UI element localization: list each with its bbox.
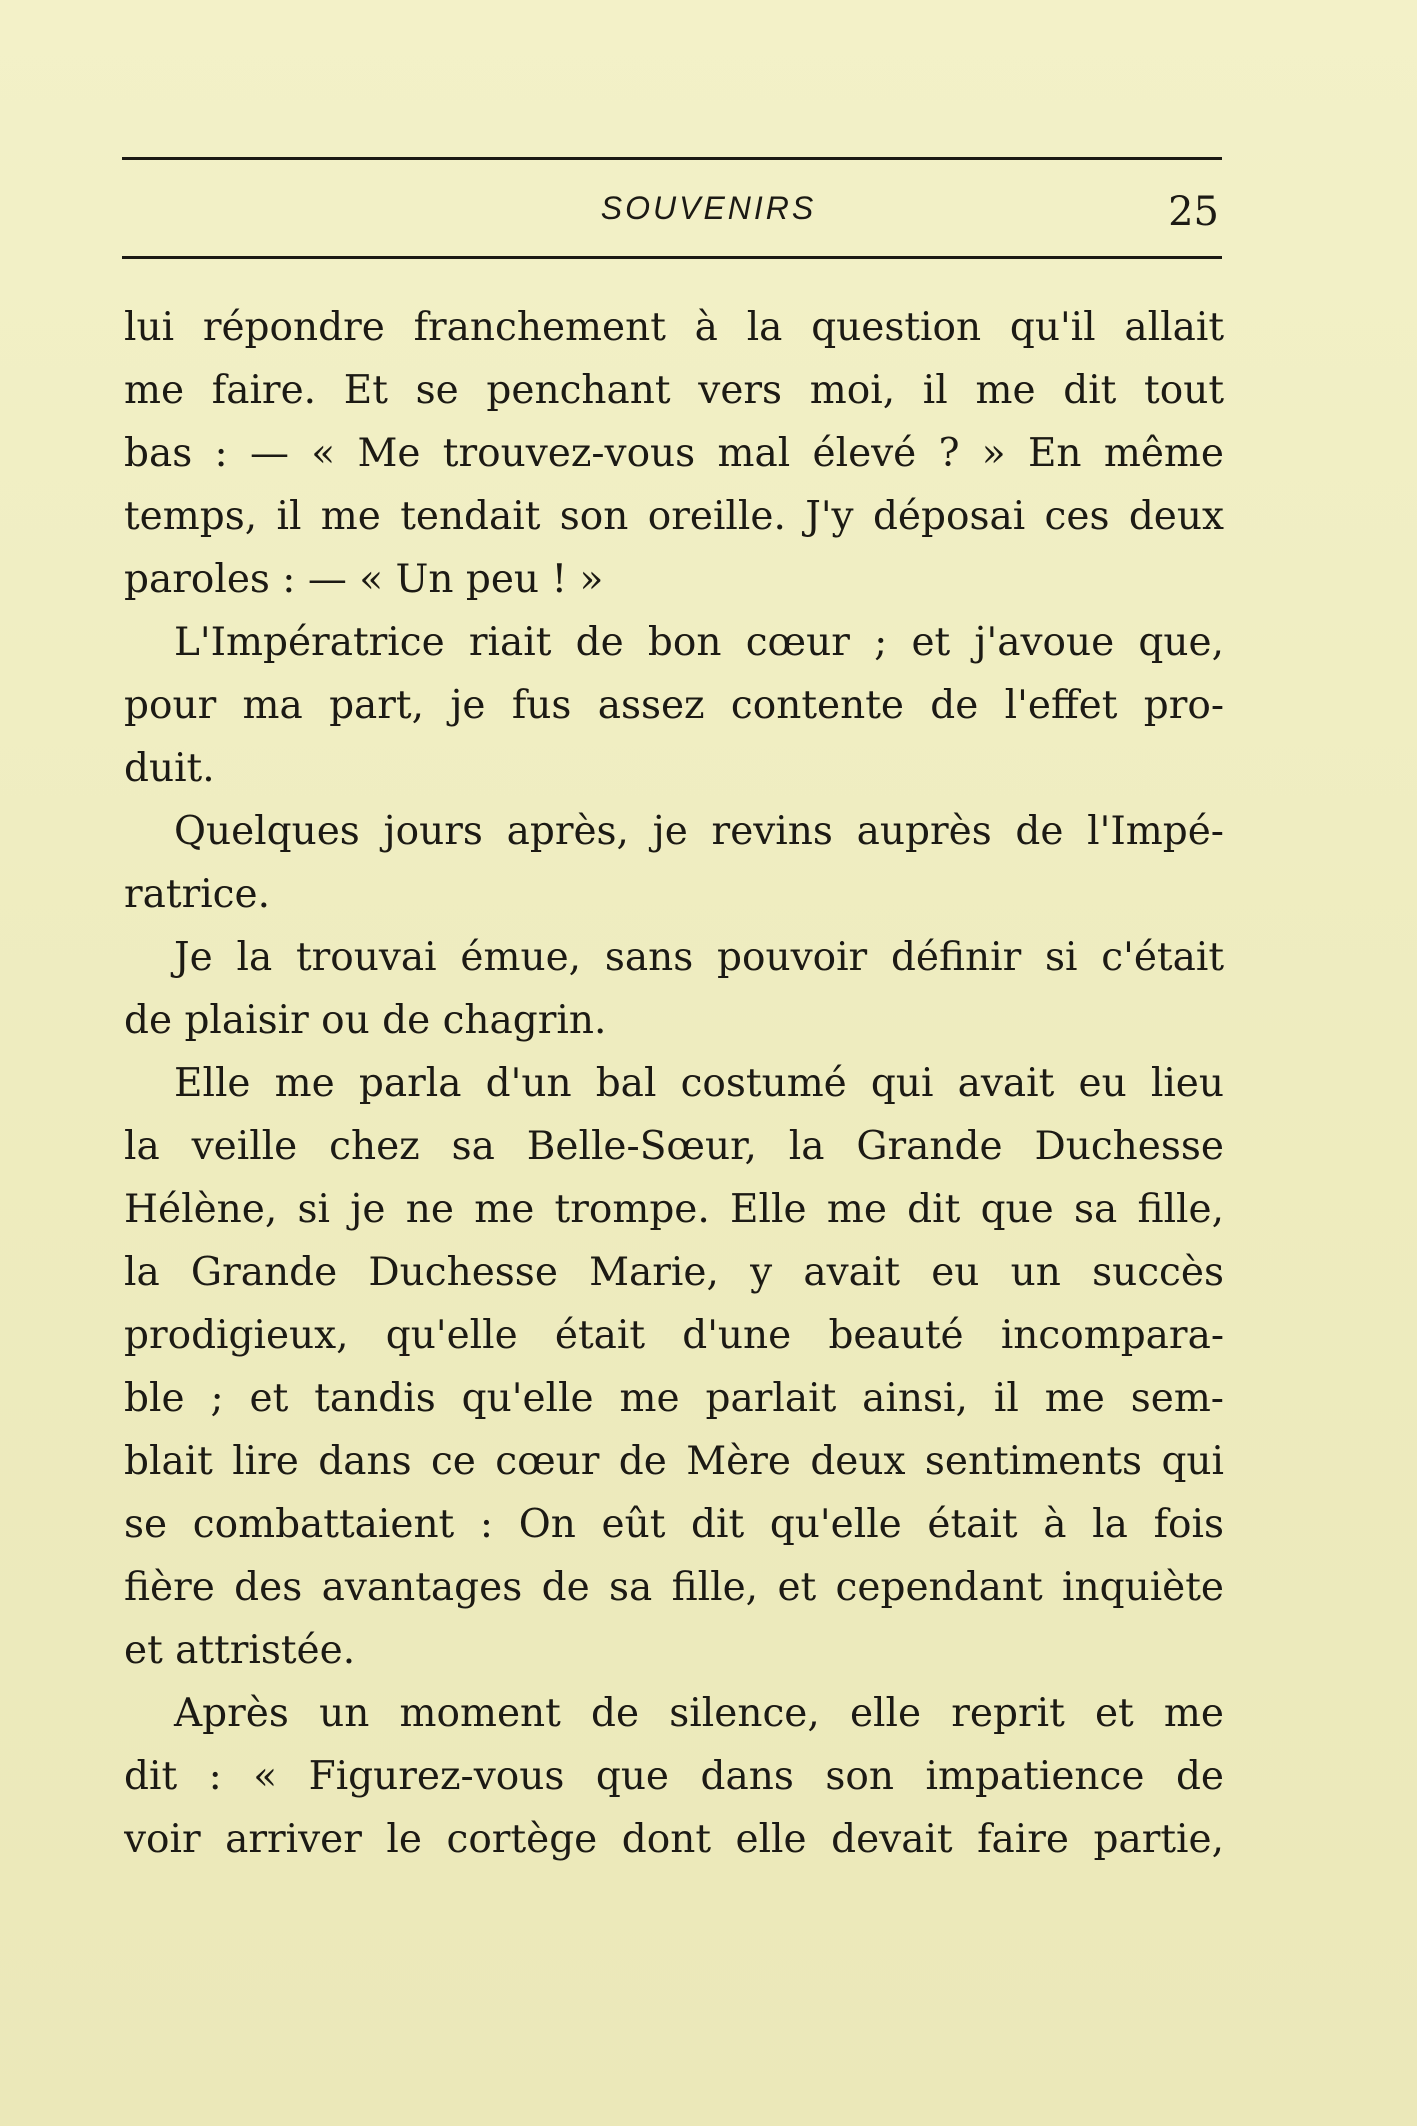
text-line: Hélène, si je ne me trompe. Elle me dit que sa fille,	[124, 1187, 1224, 1232]
text-line: bas : — « Me trouvez-vous mal élevé ? » En même	[124, 431, 1224, 476]
text-line: prodigieux, qu'elle était d'une beauté incompara-	[124, 1313, 1224, 1358]
text-line: paroles : — « Un peu ! »	[124, 557, 604, 602]
text-line: Après un moment de silence, elle reprit et me	[174, 1691, 1224, 1736]
text-line: fière des avantages de sa fille, et cependant inquiète	[124, 1565, 1224, 1610]
text-line: de plaisir ou de chagrin.	[124, 998, 607, 1043]
text-line: Je la trouvai émue, sans pouvoir définir si c'était	[174, 935, 1224, 980]
text-line: me faire. Et se penchant vers moi, il me dit tout	[124, 368, 1224, 413]
paragraph	[124, 296, 1224, 611]
text-line: et attristée.	[124, 1628, 356, 1673]
paragraph	[124, 611, 1224, 800]
text-line: duit.	[124, 746, 215, 791]
paragraph	[124, 800, 1224, 926]
text-line: se combattaient : On eût dit qu'elle était à la fois	[124, 1502, 1224, 1547]
running-title: SOUVENIRS	[600, 190, 817, 226]
body-text	[124, 296, 1224, 1871]
paragraph	[124, 926, 1224, 1052]
text-line: Quelques jours après, je revins auprès de l'Impé-	[174, 809, 1224, 854]
paragraph	[124, 1052, 1224, 1682]
text-line: lui répondre franchement à la question qu'il allait	[124, 305, 1224, 350]
text-line: la Grande Duchesse Marie, y avait eu un succès	[124, 1250, 1224, 1295]
paragraph	[124, 1682, 1224, 1871]
header-bottom-rule	[122, 256, 1222, 259]
text-line: Elle me parla d'un bal costumé qui avait eu lieu	[174, 1061, 1224, 1106]
text-line: la veille chez sa Belle-Sœur, la Grande Duchesse	[124, 1124, 1224, 1169]
text-line: ble ; et tandis qu'elle me parlait ainsi, il me sem-	[124, 1376, 1224, 1421]
text-line: ratrice.	[124, 872, 271, 917]
text-line: voir arriver le cortège dont elle devait faire partie,	[124, 1817, 1224, 1862]
text-line: blait lire dans ce cœur de Mère deux sentiments qui	[124, 1439, 1224, 1484]
text-line: dit : « Figurez-vous que dans son impatience de	[124, 1754, 1224, 1799]
text-line: pour ma part, je fus assez contente de l'effet pro-	[124, 683, 1224, 728]
header-top-rule	[122, 157, 1222, 160]
text-line: temps, il me tendait son oreille. J'y déposai ces deux	[124, 494, 1224, 539]
text-line: L'Impératrice riait de bon cœur ; et j'avoue que,	[174, 620, 1224, 665]
page-number: 25	[1168, 189, 1219, 235]
